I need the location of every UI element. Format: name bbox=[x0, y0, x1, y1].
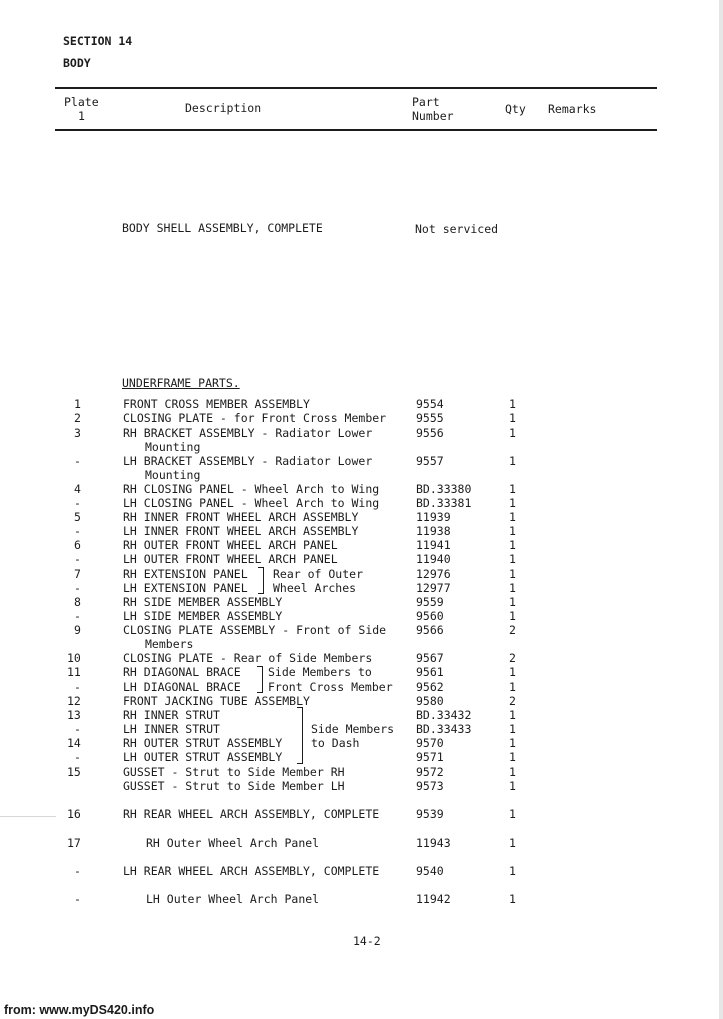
row-qty: 1 bbox=[509, 765, 516, 779]
row-qty: 1 bbox=[509, 609, 516, 623]
row-qty: 1 bbox=[509, 581, 516, 595]
row-description: GUSSET - Strut to Side Member RH bbox=[123, 765, 345, 779]
col-part: Part bbox=[412, 95, 440, 109]
row-part-number: 9570 bbox=[416, 736, 444, 750]
body-shell-part: Not serviced bbox=[415, 222, 499, 236]
row-part-number: 11942 bbox=[416, 892, 451, 906]
row-plate: - bbox=[74, 892, 81, 906]
row-part-number: 11939 bbox=[416, 510, 451, 524]
row-description: LH CLOSING PANEL - Wheel Arch to Wing bbox=[123, 496, 380, 510]
row-qty: 1 bbox=[509, 892, 516, 906]
row-part-number: BD.33380 bbox=[416, 482, 472, 496]
page-number: 14-2 bbox=[353, 934, 381, 948]
row-qty: 1 bbox=[509, 482, 516, 496]
col-remarks: Remarks bbox=[548, 102, 597, 116]
row-part-number: 11943 bbox=[416, 836, 451, 850]
row-description: LH INNER STRUT bbox=[123, 722, 220, 736]
row-description: RH OUTER FRONT WHEEL ARCH PANEL bbox=[123, 538, 338, 552]
col-plate: Plate bbox=[64, 95, 99, 109]
row-description: RH INNER STRUT bbox=[123, 708, 220, 722]
row-part-number: 9567 bbox=[416, 651, 444, 665]
row-qty: 1 bbox=[509, 426, 516, 440]
row-part-number: 9554 bbox=[416, 397, 444, 411]
extension-bracket bbox=[258, 567, 264, 594]
row-qty: 2 bbox=[509, 623, 516, 637]
row-qty: 1 bbox=[509, 750, 516, 764]
row-part-number: 9555 bbox=[416, 411, 444, 425]
row-plate: 1 bbox=[74, 397, 81, 411]
row-qty: 1 bbox=[509, 510, 516, 524]
row-plate: 6 bbox=[74, 538, 81, 552]
row-part-number: 9561 bbox=[416, 665, 444, 679]
row-plate: 8 bbox=[74, 595, 81, 609]
row-qty: 1 bbox=[509, 807, 516, 821]
row-description: LH OUTER FRONT WHEEL ARCH PANEL bbox=[123, 552, 338, 566]
row-description: RH DIAGONAL BRACE bbox=[123, 665, 241, 679]
row-plate: 12 bbox=[67, 694, 81, 708]
row-description: LH Outer Wheel Arch Panel bbox=[146, 892, 320, 906]
row-part-number: 9566 bbox=[416, 623, 444, 637]
brace-note-1: Side Members to bbox=[268, 665, 372, 679]
row-qty: 2 bbox=[509, 694, 516, 708]
row-plate: 4 bbox=[74, 482, 81, 496]
row-plate: - bbox=[74, 609, 81, 623]
row-plate: 2 bbox=[74, 411, 81, 425]
row-part-number: 9557 bbox=[416, 454, 444, 468]
row-plate: 3 bbox=[74, 426, 81, 440]
col-plate-number: 1 bbox=[78, 109, 85, 123]
row-description: LH REAR WHEEL ARCH ASSEMBLY, COMPLETE bbox=[123, 864, 380, 878]
row-plate: 17 bbox=[67, 836, 81, 850]
row-description: LH EXTENSION PANEL bbox=[123, 581, 248, 595]
row-part-number: 11941 bbox=[416, 538, 451, 552]
row-qty: 1 bbox=[509, 864, 516, 878]
row-part-number: 9573 bbox=[416, 779, 444, 793]
row-qty: 1 bbox=[509, 524, 516, 538]
row-description: LH INNER FRONT WHEEL ARCH ASSEMBLY bbox=[123, 524, 359, 538]
row-plate: - bbox=[74, 722, 81, 736]
row-qty: 1 bbox=[509, 722, 516, 736]
row-part-number: 12977 bbox=[416, 581, 451, 595]
row-description: GUSSET - Strut to Side Member LH bbox=[123, 779, 345, 793]
row-description: LH SIDE MEMBER ASSEMBLY bbox=[123, 609, 283, 623]
row-qty: 1 bbox=[509, 665, 516, 679]
row-description: LH OUTER STRUT ASSEMBLY bbox=[123, 750, 283, 764]
body-label: BODY bbox=[63, 56, 91, 70]
col-qty: Qty bbox=[505, 102, 526, 116]
strut-note-1: Side Members bbox=[311, 722, 395, 736]
row-description: LH DIAGONAL BRACE bbox=[123, 680, 241, 694]
row-part-number: 9580 bbox=[416, 694, 444, 708]
row-part-number: 9539 bbox=[416, 807, 444, 821]
row-qty: 2 bbox=[509, 651, 516, 665]
row-part-number: 9571 bbox=[416, 750, 444, 764]
row-part-number: 9559 bbox=[416, 595, 444, 609]
strut-note-2: to Dash bbox=[311, 736, 360, 750]
row-description: LH BRACKET ASSEMBLY - Radiator Lower bbox=[123, 454, 373, 468]
brace-bracket bbox=[257, 666, 263, 693]
row-description: RH INNER FRONT WHEEL ARCH ASSEMBLY bbox=[123, 510, 359, 524]
row-qty: 1 bbox=[509, 397, 516, 411]
row-plate: 10 bbox=[67, 651, 81, 665]
row-description: FRONT CROSS MEMBER ASSEMBLY bbox=[123, 397, 310, 411]
row-qty: 1 bbox=[509, 836, 516, 850]
row-qty: 1 bbox=[509, 595, 516, 609]
row-part-number: 11940 bbox=[416, 552, 451, 566]
col-description: Description bbox=[185, 101, 262, 115]
row-part-number: 9572 bbox=[416, 765, 444, 779]
row-plate: 11 bbox=[67, 665, 81, 679]
row-qty: 1 bbox=[509, 708, 516, 722]
row-qty: 1 bbox=[509, 567, 516, 581]
row-description: CLOSING PLATE - Rear of Side Members bbox=[123, 651, 373, 665]
scan-mark bbox=[0, 816, 56, 817]
header-rule-top bbox=[55, 87, 657, 89]
strut-bracket bbox=[297, 707, 303, 764]
row-plate: 7 bbox=[74, 567, 81, 581]
col-part-number: Number bbox=[412, 109, 454, 123]
row-part-number: 9556 bbox=[416, 426, 444, 440]
row-description-cont: Mounting bbox=[145, 468, 201, 482]
row-qty: 1 bbox=[509, 680, 516, 694]
row-part-number: 9562 bbox=[416, 680, 444, 694]
underframe-heading: UNDERFRAME PARTS. bbox=[122, 376, 240, 390]
row-qty: 1 bbox=[509, 496, 516, 510]
header-rule-bottom bbox=[55, 129, 657, 131]
footer-source: from: www.myDS420.info bbox=[4, 1003, 155, 1017]
row-description: RH Outer Wheel Arch Panel bbox=[146, 836, 320, 850]
brace-note-2: Front Cross Member bbox=[268, 680, 393, 694]
row-description: RH OUTER STRUT ASSEMBLY bbox=[123, 736, 283, 750]
row-plate: - bbox=[74, 750, 81, 764]
row-plate: 9 bbox=[74, 623, 81, 637]
row-part-number: BD.33432 bbox=[416, 708, 472, 722]
row-plate: 5 bbox=[74, 510, 81, 524]
row-plate: 13 bbox=[67, 708, 81, 722]
row-part-number: 9560 bbox=[416, 609, 444, 623]
row-plate: - bbox=[74, 496, 81, 510]
row-part-number: 9540 bbox=[416, 864, 444, 878]
row-description: RH CLOSING PANEL - Wheel Arch to Wing bbox=[123, 482, 380, 496]
extension-note-1: Rear of Outer bbox=[273, 567, 364, 581]
row-plate: - bbox=[74, 680, 81, 694]
row-part-number: BD.33433 bbox=[416, 722, 472, 736]
row-qty: 1 bbox=[509, 552, 516, 566]
row-plate: - bbox=[74, 552, 81, 566]
row-description: RH REAR WHEEL ARCH ASSEMBLY, COMPLETE bbox=[123, 807, 380, 821]
row-qty: 1 bbox=[509, 538, 516, 552]
row-part-number: 11938 bbox=[416, 524, 451, 538]
extension-note-2: Wheel Arches bbox=[273, 581, 357, 595]
section-title: SECTION 14 bbox=[63, 34, 133, 48]
scan-edge bbox=[719, 0, 723, 1019]
row-qty: 1 bbox=[509, 411, 516, 425]
row-plate: - bbox=[74, 581, 81, 595]
row-plate: 14 bbox=[67, 736, 81, 750]
row-description-cont: Mounting bbox=[145, 440, 201, 454]
row-description-cont: Members bbox=[145, 637, 194, 651]
row-description: RH BRACKET ASSEMBLY - Radiator Lower bbox=[123, 426, 373, 440]
row-description: RH EXTENSION PANEL bbox=[123, 567, 248, 581]
row-description: RH SIDE MEMBER ASSEMBLY bbox=[123, 595, 283, 609]
row-description: CLOSING PLATE ASSEMBLY - Front of Side bbox=[123, 623, 387, 637]
row-part-number: BD.33381 bbox=[416, 496, 472, 510]
body-shell-description: BODY SHELL ASSEMBLY, COMPLETE bbox=[122, 221, 323, 235]
row-plate: - bbox=[74, 454, 81, 468]
row-description: CLOSING PLATE - for Front Cross Member bbox=[123, 411, 387, 425]
row-plate: 16 bbox=[67, 807, 81, 821]
row-qty: 1 bbox=[509, 454, 516, 468]
row-plate: - bbox=[74, 524, 81, 538]
row-description: FRONT JACKING TUBE ASSEMBLY bbox=[123, 694, 310, 708]
row-plate: - bbox=[74, 864, 81, 878]
row-qty: 1 bbox=[509, 736, 516, 750]
row-part-number: 12976 bbox=[416, 567, 451, 581]
row-plate: 15 bbox=[67, 765, 81, 779]
row-qty: 1 bbox=[509, 779, 516, 793]
